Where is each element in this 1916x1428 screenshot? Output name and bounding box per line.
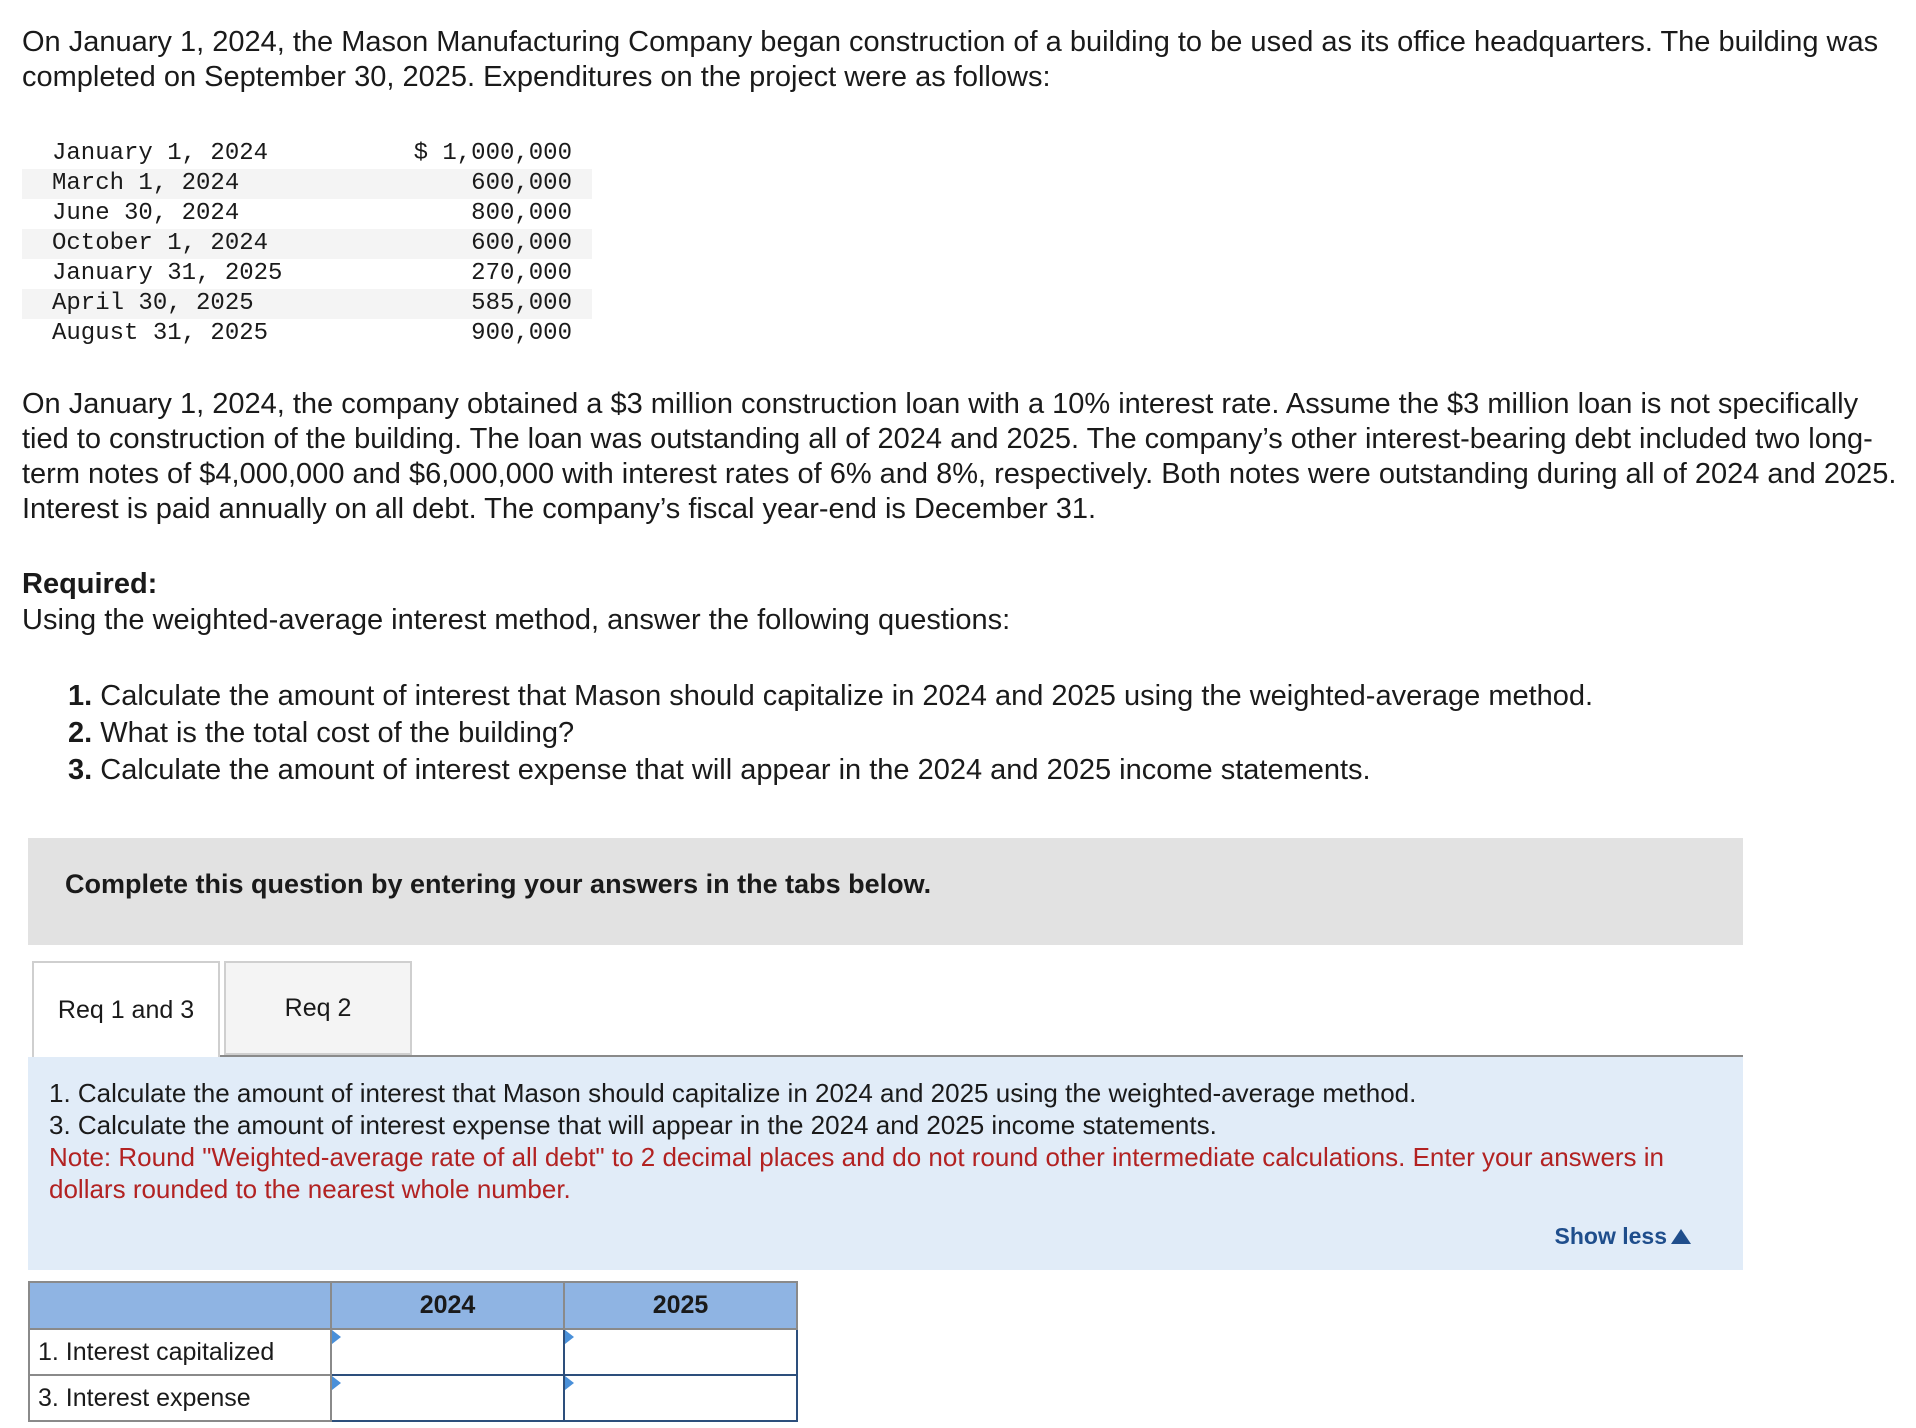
required-question	[68, 678, 1593, 715]
info-line-3: 3. Calculate the amount of interest expense that will appear in the 2024 and 2025 income statements.	[49, 1110, 1217, 1140]
expenditure-row	[22, 229, 592, 259]
question-text: Calculate the amount of interest expense that will appear in the 2024 and 2025 income statements.	[92, 754, 1371, 786]
required-subheading: Using the weighted-average interest method, answer the following questions:	[22, 604, 1011, 636]
expenditure-date: October 1, 2024	[22, 229, 352, 259]
instructions-banner	[28, 838, 1743, 945]
show-less-label: Show less	[1554, 1223, 1667, 1249]
header-blank-cell	[29, 1282, 331, 1329]
column-header-2025: 2025	[564, 1282, 797, 1329]
expenditure-amount: 800,000	[471, 200, 572, 227]
expenditure-row	[22, 289, 592, 319]
question-number: 2.	[68, 717, 93, 749]
interest-expense-2025-input[interactable]	[565, 1376, 796, 1420]
expenditure-row	[22, 199, 592, 229]
expenditure-date: August 31, 2025	[52, 320, 269, 347]
input-flag-icon	[332, 1376, 341, 1390]
interest-capitalized-2025-input[interactable]	[565, 1330, 796, 1374]
expenditure-date: March 1, 2024	[22, 169, 352, 199]
table-row	[29, 1375, 797, 1421]
row-label-interest-expense: 3. Interest expense	[29, 1375, 331, 1421]
row-label-interest-capitalized: 1. Interest capitalized	[29, 1329, 331, 1375]
expenditure-row	[22, 319, 592, 349]
instructions-text: Complete this question by entering your answers in the tabs below.	[65, 869, 932, 899]
expenditure-amount: 900,000	[471, 320, 572, 347]
expenditure-amount: $ 1,000,000	[413, 140, 572, 167]
question-number: 1.	[68, 680, 93, 712]
expenditure-row	[22, 169, 592, 199]
cell-interest-capitalized-2025	[564, 1329, 797, 1375]
required-question-list	[68, 678, 1593, 789]
column-header-2024: 2024	[331, 1282, 564, 1329]
tab-req-2[interactable]: Req 2	[224, 961, 412, 1055]
interest-expense-2024-input[interactable]	[332, 1376, 563, 1420]
question-text: What is the total cost of the building?	[92, 717, 575, 749]
answer-table	[28, 1281, 798, 1422]
table-row	[29, 1329, 797, 1375]
intro-paragraph: On January 1, 2024, the Mason Manufacturing Company began construction of a building to be used as its office headquarters. The building was completed on September 30, 2025. Expenditures on the project were as follows:	[22, 26, 1879, 93]
expenditure-date: June 30, 2024	[52, 200, 240, 227]
triangle-up-icon	[1671, 1229, 1691, 1244]
cell-interest-expense-2025	[564, 1375, 797, 1421]
expenditure-row	[22, 139, 592, 169]
expenditure-date: January 31, 2025	[52, 260, 283, 287]
required-question	[68, 752, 1593, 789]
expenditure-amount: 270,000	[471, 260, 572, 287]
cell-interest-capitalized-2024	[331, 1329, 564, 1375]
tab-req-1-and-3[interactable]: Req 1 and 3	[32, 961, 220, 1057]
loan-paragraph: On January 1, 2024, the company obtained a $3 million construction loan with a 10% interest rate. Assume the $3 million loan is not specifically tied to construction of the building. The loan was outstanding all of 2024 and 2025. The company’s other interest-bearing debt included two long-term notes of $4,000,000 and $6,000,000 with interest rates of 6% and 8%, respectively. Both notes were outstanding during all of 2024 and 2025. Interest is paid annually on all debt. The company’s fiscal year-end is December 31.	[22, 388, 1897, 525]
expenditure-amount: 585,000	[352, 289, 592, 319]
input-flag-icon	[565, 1330, 574, 1344]
input-flag-icon	[565, 1376, 574, 1390]
expenditure-amount: 600,000	[352, 229, 592, 259]
required-heading: Required:	[22, 568, 158, 600]
expenditure-date: April 30, 2025	[22, 289, 352, 319]
question-number: 3.	[68, 754, 93, 786]
show-less-button[interactable]	[1555, 1223, 1691, 1250]
interest-capitalized-2024-input[interactable]	[332, 1330, 563, 1374]
rounding-note: Note: Round "Weighted-average rate of all debt" to 2 decimal places and do not round other intermediate calculations. Enter your answers in dollars rounded to the nearest whole number.	[49, 1142, 1665, 1204]
answer-header-row	[29, 1282, 797, 1329]
info-line-1: 1. Calculate the amount of interest that Mason should capitalize in 2024 and 2025 using the weighted-average method.	[49, 1078, 1417, 1108]
expenditure-amount: 600,000	[352, 169, 592, 199]
required-question	[68, 715, 1593, 752]
expenditures-table	[22, 139, 592, 349]
input-flag-icon	[332, 1330, 341, 1344]
question-info-panel	[28, 1057, 1743, 1270]
cell-interest-expense-2024	[331, 1375, 564, 1421]
question-text: Calculate the amount of interest that Mason should capitalize in 2024 and 2025 using the weighted-average method.	[92, 680, 1594, 712]
expenditure-date: January 1, 2024	[52, 140, 269, 167]
expenditure-row	[22, 259, 592, 289]
info-text	[49, 1077, 1729, 1205]
